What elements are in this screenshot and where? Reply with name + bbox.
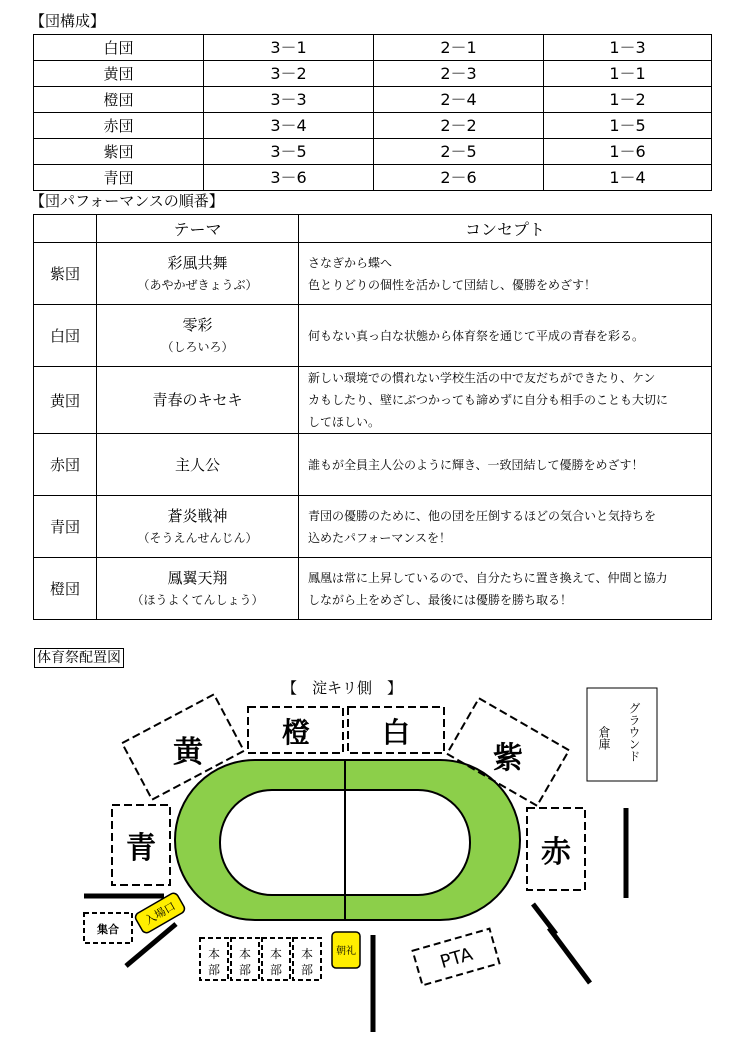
theme-reading: （そうえんせんじん） xyxy=(137,530,258,545)
hq-label-bottom: 部 xyxy=(300,963,314,977)
zone-blue-label: 青 xyxy=(126,831,156,866)
hq-label-top: 本 xyxy=(238,947,252,961)
hq-label-top: 本 xyxy=(300,947,314,961)
theme-title: 零彩 xyxy=(182,315,213,334)
team-composition-table xyxy=(33,34,712,191)
storage-box xyxy=(587,688,657,781)
theme-reading: （ほうよくてんしょう） xyxy=(131,592,264,607)
team-row xyxy=(34,87,712,113)
performance-theme-cell xyxy=(97,367,299,434)
class-cell: 3－5 xyxy=(204,139,374,165)
concept-line: 色とりどりの個性を活かして団結し、優勝をめざす！ xyxy=(308,277,597,292)
performance-row xyxy=(34,367,712,434)
concept-line: 新しい環境での慣れない学校生活の中で友だちができたり、ケン xyxy=(308,371,656,385)
performance-concept-cell xyxy=(299,243,712,305)
class-cell: 1－1 xyxy=(544,61,712,87)
class-cell: 1－2 xyxy=(544,87,712,113)
zone-yellow-label: 黄 xyxy=(173,735,203,770)
performance-row xyxy=(34,243,712,305)
class-cell: 1－4 xyxy=(544,165,712,191)
zone-white xyxy=(348,707,444,753)
header-theme: テーマ xyxy=(97,215,299,243)
hq-label-bottom: 部 xyxy=(269,963,283,977)
header-concept: コンセプト xyxy=(299,215,712,243)
performance-order-title: 【団パフォーマンスの順番】 xyxy=(30,192,224,210)
concept-line: 誰もが全員主人公のように輝き、一致団結して優勝をめざす！ xyxy=(308,457,644,472)
concept-line: 込めたパフォーマンスを！ xyxy=(308,530,452,545)
performance-team-cell: 白団 xyxy=(34,305,97,367)
zone-purple-label: 紫 xyxy=(493,741,523,776)
performance-order-table xyxy=(33,214,712,620)
performance-theme-cell xyxy=(97,434,299,496)
performance-concept-cell xyxy=(299,305,712,367)
hq-label-top: 本 xyxy=(269,947,283,961)
morning-assembly-label: 朝礼 xyxy=(336,946,356,957)
team-name-cell: 青団 xyxy=(34,165,204,191)
storage-label: 倉庫 xyxy=(597,726,611,750)
class-cell: 3－6 xyxy=(204,165,374,191)
theme-reading: （あやかぜきょうぶ） xyxy=(137,277,258,292)
theme-reading: （しろいろ） xyxy=(161,339,234,354)
class-cell: 1－3 xyxy=(544,35,712,61)
pta-label: PTA xyxy=(437,943,476,974)
team-row xyxy=(34,35,712,61)
ground-label: グラウンド xyxy=(627,702,641,762)
entrance-label: 入場口 xyxy=(142,899,178,928)
theme-title: 青春のキセキ xyxy=(152,391,243,409)
pta-area xyxy=(413,929,500,986)
team-row xyxy=(34,139,712,165)
class-cell: 3－3 xyxy=(204,87,374,113)
team-name-cell: 黄団 xyxy=(34,61,204,87)
zone-orange xyxy=(248,707,343,753)
performance-team-cell: 青団 xyxy=(34,496,97,558)
class-cell: 2－5 xyxy=(374,139,544,165)
performance-theme-cell xyxy=(97,243,299,305)
team-row xyxy=(34,165,712,191)
team-name-cell: 赤団 xyxy=(34,113,204,139)
class-cell: 3－1 xyxy=(204,35,374,61)
class-cell: 1－6 xyxy=(544,139,712,165)
class-cell: 2－3 xyxy=(374,61,544,87)
hq-label-bottom: 部 xyxy=(207,963,221,977)
concept-line: 鳳凰は常に上昇しているので、自分たちに置き換えて、仲間と協力 xyxy=(308,570,668,585)
performance-theme-cell xyxy=(97,305,299,367)
class-cell: 3－4 xyxy=(204,113,374,139)
team-composition-title: 【団構成】 xyxy=(30,12,106,30)
theme-title: 鳳翼天翔 xyxy=(167,568,228,587)
hq-box xyxy=(231,938,259,980)
performance-team-cell: 橙団 xyxy=(34,558,97,620)
class-cell: 2－4 xyxy=(374,87,544,113)
performance-team-cell: 紫団 xyxy=(34,243,97,305)
performance-theme-cell xyxy=(97,496,299,558)
class-cell: 2－6 xyxy=(374,165,544,191)
performance-theme-cell xyxy=(97,558,299,620)
performance-row xyxy=(34,434,712,496)
team-name-cell: 紫団 xyxy=(34,139,204,165)
concept-line: してほしい。 xyxy=(308,415,381,429)
zone-red xyxy=(527,808,585,890)
performance-concept-cell xyxy=(299,434,712,496)
performance-concept-cell xyxy=(299,367,712,434)
performance-header-row xyxy=(34,215,712,243)
performance-team-cell: 赤団 xyxy=(34,434,97,496)
performance-row xyxy=(34,305,712,367)
zone-red-label: 赤 xyxy=(541,835,571,870)
hq-label-top: 本 xyxy=(207,947,221,961)
hq-area xyxy=(200,938,321,980)
hq-label-bottom: 部 xyxy=(238,963,252,977)
side-label: 【 淀キリ側 】 xyxy=(281,679,403,697)
class-cell: 2－1 xyxy=(374,35,544,61)
class-cell: 2－2 xyxy=(374,113,544,139)
class-cell: 3－2 xyxy=(204,61,374,87)
team-row xyxy=(34,61,712,87)
team-name-cell: 橙団 xyxy=(34,87,204,113)
concept-line: カもしたり、壁にぶつかっても諦めずに自分も相手のことも大切に xyxy=(308,393,669,407)
concept-line: 何もない真っ白な状態から体育祭を通じて平成の青春を彩る。 xyxy=(308,328,645,343)
performance-concept-cell xyxy=(299,558,712,620)
layout-map-title: 体育祭配置図 xyxy=(34,648,124,668)
performance-row xyxy=(34,558,712,620)
hq-box xyxy=(293,938,321,980)
performance-team-cell: 黄団 xyxy=(34,367,97,434)
performance-concept-cell xyxy=(299,496,712,558)
gathering-area xyxy=(84,913,132,943)
morning-assembly-marker xyxy=(332,932,360,968)
track xyxy=(175,760,520,920)
theme-title: 蒼炎戦神 xyxy=(167,506,228,525)
hq-box xyxy=(262,938,290,980)
gathering-label: 集合 xyxy=(97,923,119,936)
sports-day-layout-map xyxy=(0,660,743,1044)
team-row xyxy=(34,113,712,139)
zone-blue xyxy=(112,805,170,885)
team-name-cell: 白団 xyxy=(34,35,204,61)
class-cell: 1－5 xyxy=(544,113,712,139)
theme-title: 主人公 xyxy=(174,455,220,474)
zone-white-label: 白 xyxy=(381,716,411,749)
header-team-blank xyxy=(34,215,97,243)
concept-line: しながら上をめざし、最後には優勝を勝ち取る！ xyxy=(308,592,573,607)
concept-line: 青団の優勝のために、他の団を圧倒するほどの気合いと気持ちを xyxy=(308,508,657,523)
concept-line: さなぎから蝶へ xyxy=(308,255,393,270)
theme-title: 彩風共舞 xyxy=(167,253,228,272)
zone-orange-label: 橙 xyxy=(281,716,311,749)
hq-box xyxy=(200,938,228,980)
performance-row xyxy=(34,496,712,558)
